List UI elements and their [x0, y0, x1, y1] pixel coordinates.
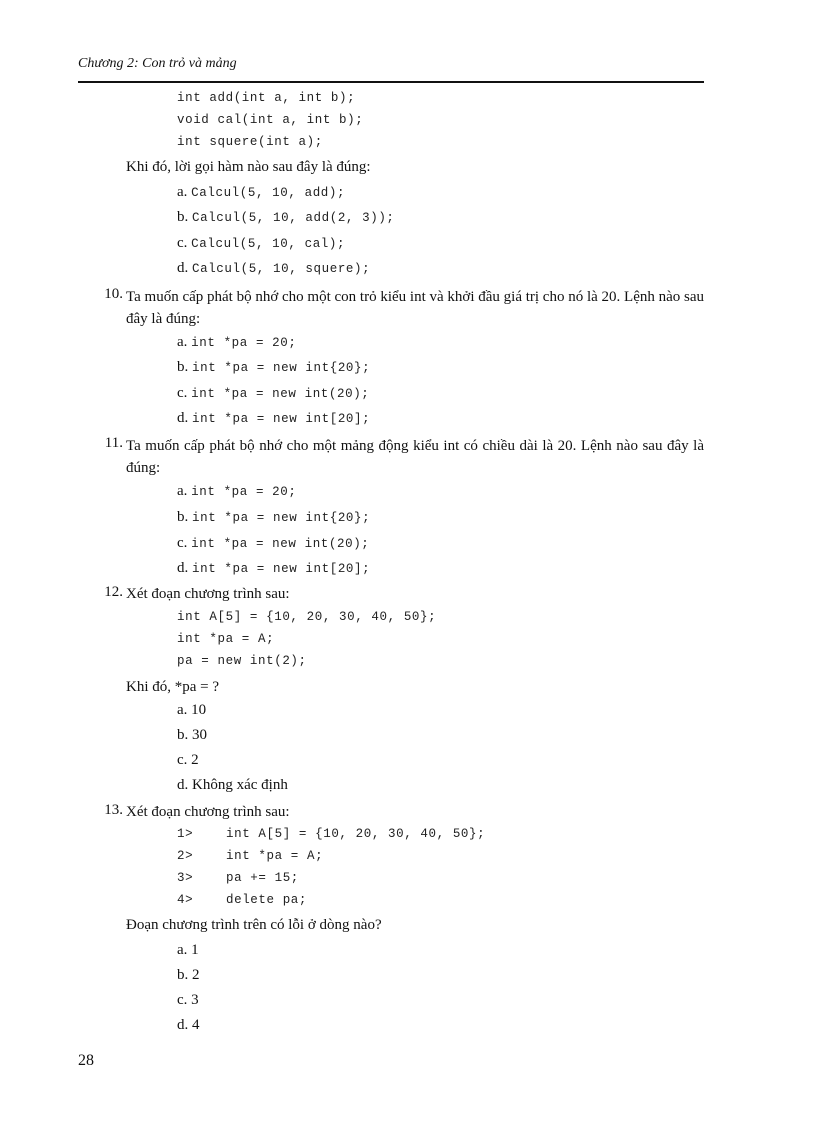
code-line: void cal(int a, int b); — [177, 113, 364, 127]
option-c — [177, 385, 369, 402]
code-line-number: 1> — [177, 827, 194, 841]
option-a — [177, 702, 206, 719]
option-text: 2 — [192, 967, 200, 983]
option-code: int *pa = new int(20); — [191, 387, 370, 401]
option-c — [177, 535, 369, 552]
option-letter: a. — [177, 184, 188, 200]
code-line: int *pa = A; — [226, 849, 324, 863]
option-code: int *pa = 20; — [191, 485, 297, 499]
code-line-number: 4> — [177, 893, 194, 907]
option-b — [177, 967, 200, 984]
option-letter: b. — [177, 509, 189, 525]
option-text: 2 — [191, 752, 199, 768]
option-d — [177, 1017, 200, 1034]
question-prompt: Khi đó, *pa = ? — [126, 679, 220, 695]
option-letter: c. — [177, 235, 188, 251]
option-letter: c. — [177, 992, 188, 1008]
option-code: int *pa = new int{20}; — [192, 511, 371, 525]
question-text: Ta muốn cấp phát bộ nhớ cho một mảng động kiểu int có chiều dài là 20. Lệnh nào sau đây là đúng: — [126, 438, 704, 476]
option-letter: c. — [177, 535, 188, 551]
option-text: 3 — [191, 992, 199, 1008]
option-letter: b. — [177, 359, 189, 375]
option-code: Calcul(5, 10, add); — [191, 186, 346, 200]
code-line: int squere(int a); — [177, 135, 323, 149]
code-line-number: 3> — [177, 871, 194, 885]
code-line: int add(int a, int b); — [177, 91, 356, 105]
option-letter: b. — [177, 209, 189, 225]
option-letter: a. — [177, 483, 188, 499]
option-code: Calcul(5, 10, squere); — [192, 262, 371, 276]
option-c — [177, 992, 199, 1009]
question-number: 10. — [104, 286, 123, 302]
code-line: int A[5] = {10, 20, 30, 40, 50}; — [226, 827, 486, 841]
question-text: Ta muốn cấp phát bộ nhớ cho một con trỏ kiểu int và khởi đầu giá trị cho nó là 20. Lệnh nào sau đây là đúng: — [126, 289, 705, 327]
option-text: Không xác định — [192, 777, 288, 793]
option-code: Calcul(5, 10, add(2, 3)); — [192, 211, 395, 225]
option-letter: d. — [177, 1017, 189, 1033]
page-number: 28 — [78, 1052, 94, 1069]
question-prompt: Khi đó, lời gọi hàm nào sau đây là đúng: — [126, 159, 371, 175]
option-text: 10 — [191, 702, 207, 718]
question-number: 11. — [104, 435, 123, 451]
option-b — [177, 359, 370, 376]
option-code: int *pa = 20; — [191, 336, 297, 350]
option-letter: d. — [177, 777, 189, 793]
option-b — [177, 509, 370, 526]
option-c — [177, 752, 199, 769]
option-b — [177, 727, 207, 744]
question-number: 13. — [104, 802, 123, 818]
option-d — [177, 410, 370, 427]
option-text: 4 — [192, 1017, 200, 1033]
option-letter: c. — [177, 752, 188, 768]
option-letter: b. — [177, 967, 189, 983]
question-number: 12. — [104, 584, 123, 600]
option-code: Calcul(5, 10, cal); — [191, 237, 346, 251]
code-line: pa = new int(2); — [177, 654, 307, 668]
code-line: int *pa = A; — [177, 632, 275, 646]
code-line: delete pa; — [226, 893, 308, 907]
option-letter: d. — [177, 410, 189, 426]
option-c — [177, 235, 345, 252]
option-text: 1 — [191, 942, 199, 958]
option-d — [177, 777, 288, 794]
option-a — [177, 334, 297, 351]
code-line: pa += 15; — [226, 871, 299, 885]
question-text: Xét đoạn chương trình sau: — [126, 586, 290, 602]
option-letter: d. — [177, 260, 189, 276]
option-d — [177, 260, 370, 277]
option-code: int *pa = new int{20}; — [192, 361, 371, 375]
question-prompt: Đoạn chương trình trên có lỗi ở dòng nào? — [126, 917, 382, 933]
code-line-number: 2> — [177, 849, 194, 863]
running-header: Chương 2: Con trỏ và mảng — [78, 56, 237, 71]
option-code: int *pa = new int[20]; — [192, 412, 371, 426]
option-a — [177, 483, 297, 500]
option-d — [177, 560, 370, 577]
code-line: int A[5] = {10, 20, 30, 40, 50}; — [177, 610, 437, 624]
option-code: int *pa = new int(20); — [191, 537, 370, 551]
option-letter: d. — [177, 560, 189, 576]
option-letter: b. — [177, 727, 189, 743]
option-a — [177, 942, 199, 959]
option-text: 30 — [192, 727, 207, 743]
option-b — [177, 209, 395, 226]
option-letter: a. — [177, 942, 188, 958]
question-text: Xét đoạn chương trình sau: — [126, 804, 290, 820]
option-letter: a. — [177, 702, 188, 718]
header-rule — [78, 81, 704, 83]
option-letter: c. — [177, 385, 188, 401]
option-code: int *pa = new int[20]; — [192, 562, 371, 576]
option-letter: a. — [177, 334, 188, 350]
option-a — [177, 184, 345, 201]
